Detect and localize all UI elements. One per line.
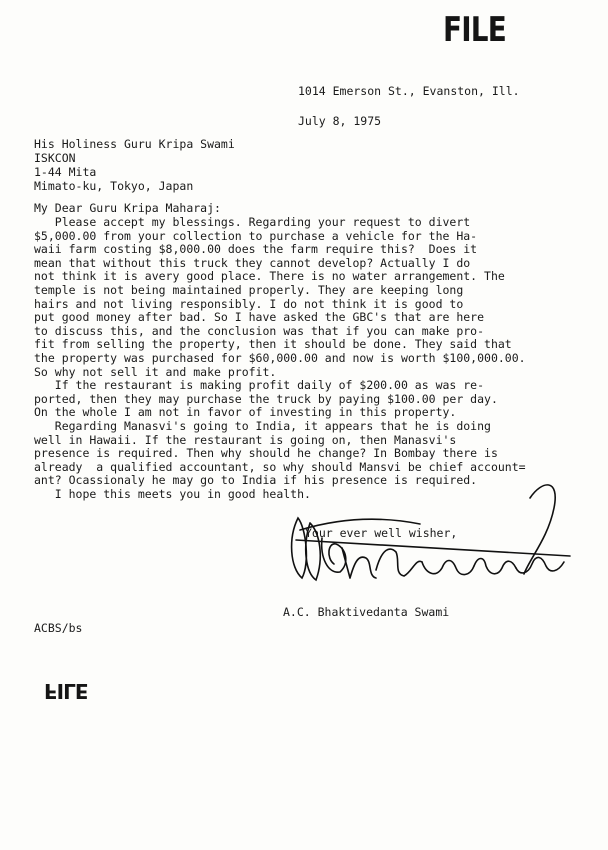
body-line: already a qualified accountant, so why should Mansvi be chief account= — [34, 459, 526, 474]
body-line: waii farm costing $8,000.00 does the farm require this? Does it — [34, 242, 478, 257]
body-line: I hope this meets you in good health. — [34, 487, 311, 501]
signatory-name: A.C. Bhaktivedanta Swami — [283, 605, 450, 619]
body-line: not think it is avery good place. There is no water arrangement. The — [34, 269, 505, 284]
body-line: On the whole I am not in favor of investing in this property. — [34, 405, 457, 420]
body-line: ported, then they may purchase the truck by paying $100.00 per day. — [34, 391, 498, 406]
body-line: Please accept my blessings. Regarding your request to divert — [34, 215, 471, 229]
body-line: presence is required. Then why should he change? In Bombay there is — [34, 446, 498, 461]
recipient-line: Mimato-ku, Tokyo, Japan — [34, 179, 194, 193]
file-stamp-top: FILE — [443, 10, 506, 50]
typist-initials: ACBS/bs — [34, 621, 83, 635]
body-line: ant? Ocassionaly he may go to India if his presence is required. — [34, 473, 478, 488]
body-line: Regarding Manasvi's going to India, it appears that he is doing — [34, 419, 491, 433]
body-line: hairs and not living responsibly. I do not think it is good to — [34, 296, 464, 311]
recipient-line: ISKCON — [34, 151, 76, 165]
salutation: My Dear Guru Kripa Maharaj: — [34, 201, 221, 215]
body-line: mean that without this truck they cannot develop? Actually I do — [34, 255, 471, 270]
recipient-line: His Holiness Guru Kripa Swami — [34, 137, 235, 151]
body-line: the property was purchased for $60,000.00 and now is worth $100,000.00. — [34, 351, 526, 365]
handwritten-signature — [280, 478, 580, 618]
closing: Your ever well wisher, — [305, 526, 458, 540]
body-line: put good money after bad. So I have asked the GBC's that are here — [34, 310, 485, 325]
body-line: If the restaurant is making profit daily of $200.00 as was re- — [34, 378, 485, 393]
body-line: temple is not being maintained properly. They are keeping long — [34, 283, 464, 297]
body-line: fit from selling the property, then it should be done. They said that — [34, 337, 512, 352]
file-stamp-bottom: FILE — [44, 679, 88, 703]
body-line: well in Hawaii. If the restaurant is going on, then Manasvi's — [34, 432, 457, 447]
body-line: $5,000.00 from your collection to purchase a vehicle for the Ha- — [34, 228, 478, 243]
body-line: to discuss this, and the conclusion was that if you can make pro- — [34, 323, 485, 338]
recipient-line: 1-44 Mita — [34, 165, 97, 179]
letter-date: July 8, 1975 — [298, 114, 382, 128]
sender-address: 1014 Emerson St., Evanston, Ill. — [298, 84, 520, 98]
body-line: So why not sell it and make profit. — [34, 364, 277, 379]
